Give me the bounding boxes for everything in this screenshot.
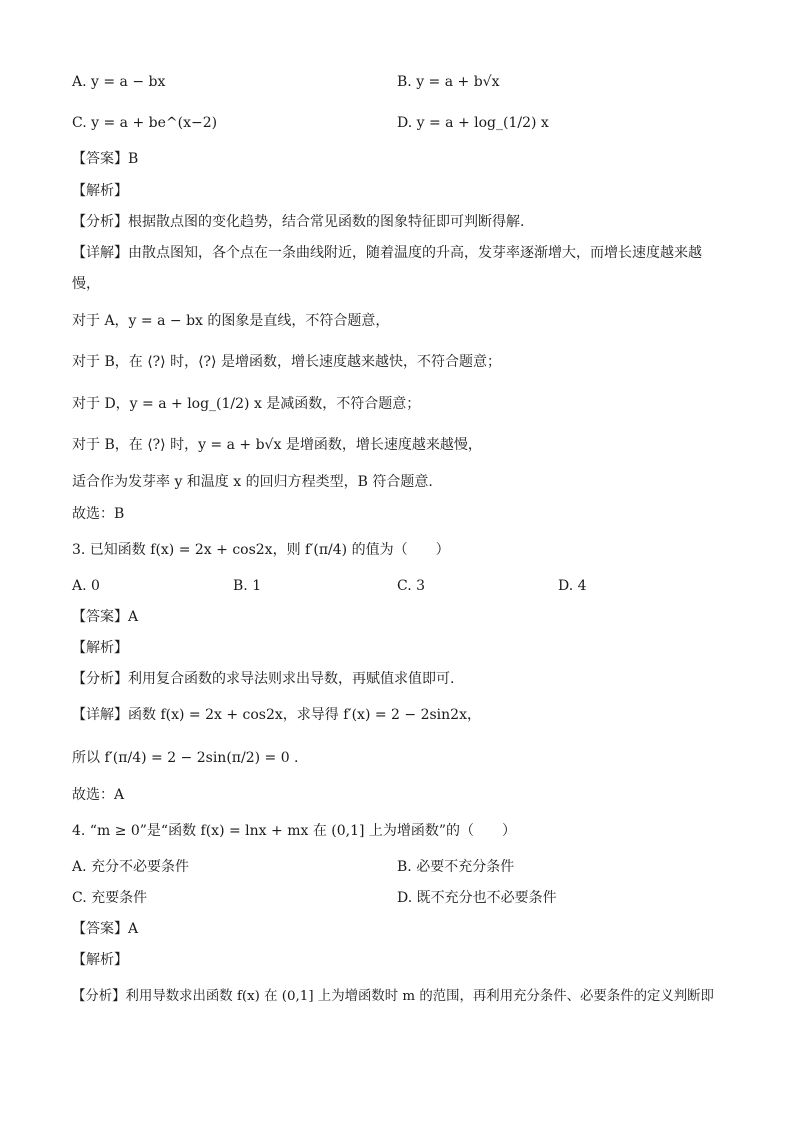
q3-option-b: B. 1 xyxy=(233,578,262,594)
q2-case-a: 对于 A，y = a − bx 的图象是直线，不符合题意， xyxy=(72,313,390,329)
q3-option-c: C. 3 xyxy=(397,578,426,594)
q2-xiangjie-line1: 【详解】由散点图知，各个点在一条曲线附近，随着温度的升高，发芽率逐渐增大，而增长速度越来越 xyxy=(72,245,702,261)
q3-option-a: A. 0 xyxy=(72,578,100,594)
q2-option-c: C. y = a + be^(x−2) xyxy=(72,115,218,131)
q3-stem: 3. 已知函数 f(x) = 2x + cos2x，则 f′(π/4) 的值为（ ） xyxy=(72,542,450,558)
q3-choose: 故选：A xyxy=(72,787,125,803)
q2-option-d: D. y = a + log_(1/2) x xyxy=(397,115,549,131)
q4-option-a: A. 充分不必要条件 xyxy=(72,859,190,875)
q4-jiexi-heading: 【解析】 xyxy=(72,952,128,968)
q2-option-b: B. y = a + b√x xyxy=(397,74,500,90)
q2-case-d: 对于 D，y = a + log_(1/2) x 是减函数，不符合题意； xyxy=(72,396,421,412)
q2-fenxi: 【分析】根据散点图的变化趋势，结合常见函数的图象特征即可判断得解. xyxy=(72,214,525,230)
q4-option-c: C. 充要条件 xyxy=(72,890,148,906)
q3-answer: 【答案】A xyxy=(72,609,139,625)
q3-option-d: D. 4 xyxy=(558,578,587,594)
q2-option-a: A. y = a − bx xyxy=(72,74,166,90)
q2-choose: 故选：B xyxy=(72,506,125,522)
q3-jiexi-heading: 【解析】 xyxy=(72,640,128,656)
q2-case-b1: 对于 B，在 ⟨?⟩ 时，⟨?⟩ 是增函数，增长速度越来越快，不符合题意； xyxy=(72,354,501,370)
q3-fenxi: 【分析】利用复合函数的求导法则求出导数，再赋值求值即可. xyxy=(72,671,455,687)
q4-answer: 【答案】A xyxy=(72,921,139,937)
q2-case-b2: 对于 B，在 ⟨?⟩ 时，y = a + b√x 是增函数，增长速度越来越慢， xyxy=(72,437,482,453)
q4-fenxi: 【分析】利用导数求出函数 f(x) 在 (0,1] 上为增函数时 m 的范围，再利用充分条件、必要条件的定义判断即 xyxy=(72,989,714,1004)
q4-stem: 4. “m ≥ 0”是“函数 f(x) = lnx + mx 在 (0,1] 上为增函数”的（ ） xyxy=(72,823,517,839)
q2-xiangjie-line2: 慢， xyxy=(72,276,100,292)
q2-conclusion: 适合作为发芽率 y 和温度 x 的回归方程类型，B 符合题意. xyxy=(72,474,433,490)
q2-jiexi-heading: 【解析】 xyxy=(72,183,128,199)
q3-xiangjie: 【详解】函数 f(x) = 2x + cos2x，求导得 f′(x) = 2 − 2sin2x， xyxy=(72,707,481,723)
q2-answer: 【答案】B xyxy=(72,151,139,167)
q4-option-b: B. 必要不充分条件 xyxy=(397,859,515,875)
q3-suoyi: 所以 f′(π/4) = 2 − 2sin(π/2) = 0 . xyxy=(72,750,299,766)
q4-option-d: D. 既不充分也不必要条件 xyxy=(397,890,557,906)
